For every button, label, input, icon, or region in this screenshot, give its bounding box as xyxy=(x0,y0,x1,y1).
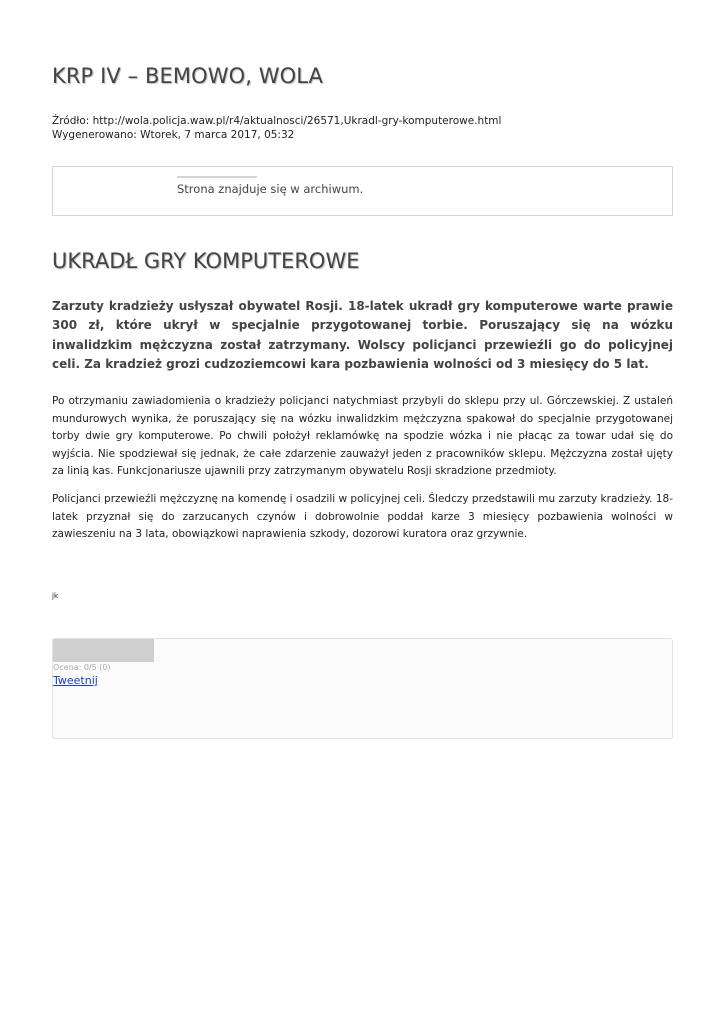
archive-notice-text: Strona znajduje się w archiwum. xyxy=(177,182,364,196)
document-meta xyxy=(52,114,501,142)
author-initials: jk xyxy=(52,592,58,600)
rating-panel xyxy=(52,638,673,739)
generated-line: Wygenerowano: Wtorek, 7 marca 2017, 05:32 xyxy=(52,129,295,141)
archive-notice xyxy=(52,166,673,216)
rating-text: Ocena: 0/5 (0) xyxy=(53,663,111,672)
tweet-link[interactable]: Tweetnij xyxy=(53,674,98,687)
source-line: Źródło: http://wola.policja.waw.pl/r4/aktualnosci/26571,Ukradl-gry-komputerowe.html xyxy=(52,115,502,127)
article-lead: Zarzuty kradzieży usłyszał obywatel Rosji. 18-latek ukradł gry komputerowe warte prawie 300 zł, które ukrył w specjalnie przygotowanej torbie. Poruszający się na wózku inwalidzkim mężczyzna został zatrzymany. Wolscy policjanci przewieźli go do policyjnej celi. Za kradzież grozi cudzoziemcowi kara pozbawienia wolności od 3 miesięcy do 5 lat. xyxy=(52,299,673,371)
article-paragraph: Po otrzymaniu zawiadomienia o kradzieży policjanci natychmiast przybyli do sklepu przy ul. Górczewskiej. Z ustaleń mundurowych wynika, że poruszający się na wózku inwalidzkim mężczyzna spakował do specjalnie przygotowanej torby dwie gry komputerowe. Po chwili położył reklamówkę na spodzie wózka i nie płacąc za towar udał się do wyjścia. Nie spodziewał się jednak, że całe zdarzenie zauważył jeden z pracowników sklepu. Mężczyzna został ujęty za linią kas. Funkcjonariusze ujawnili przy zatrzymanym obywatelu Rosji skradzione przedmioty. xyxy=(52,395,673,477)
rating-stars-placeholder[interactable] xyxy=(53,639,154,662)
article-title: UKRADŁ GRY KOMPUTEROWE xyxy=(52,249,360,273)
site-title: KRP IV – BEMOWO, WOLA xyxy=(52,64,324,88)
archive-divider xyxy=(177,176,257,178)
article-paragraph: Policjanci przewieźli mężczyznę na komendę i osadzili w policyjnej celi. Śledczy przedstawili mu zarzuty kradzieży. 18-latek przyznał się do zarzucanych czynów i dobrowolnie poddał karze 3 miesięcy pozbawienia wolności w zawieszeniu na 3 lata, obowiązkowi naprawienia szkody, dozorowi kuratora oraz grzywnie. xyxy=(52,493,673,540)
